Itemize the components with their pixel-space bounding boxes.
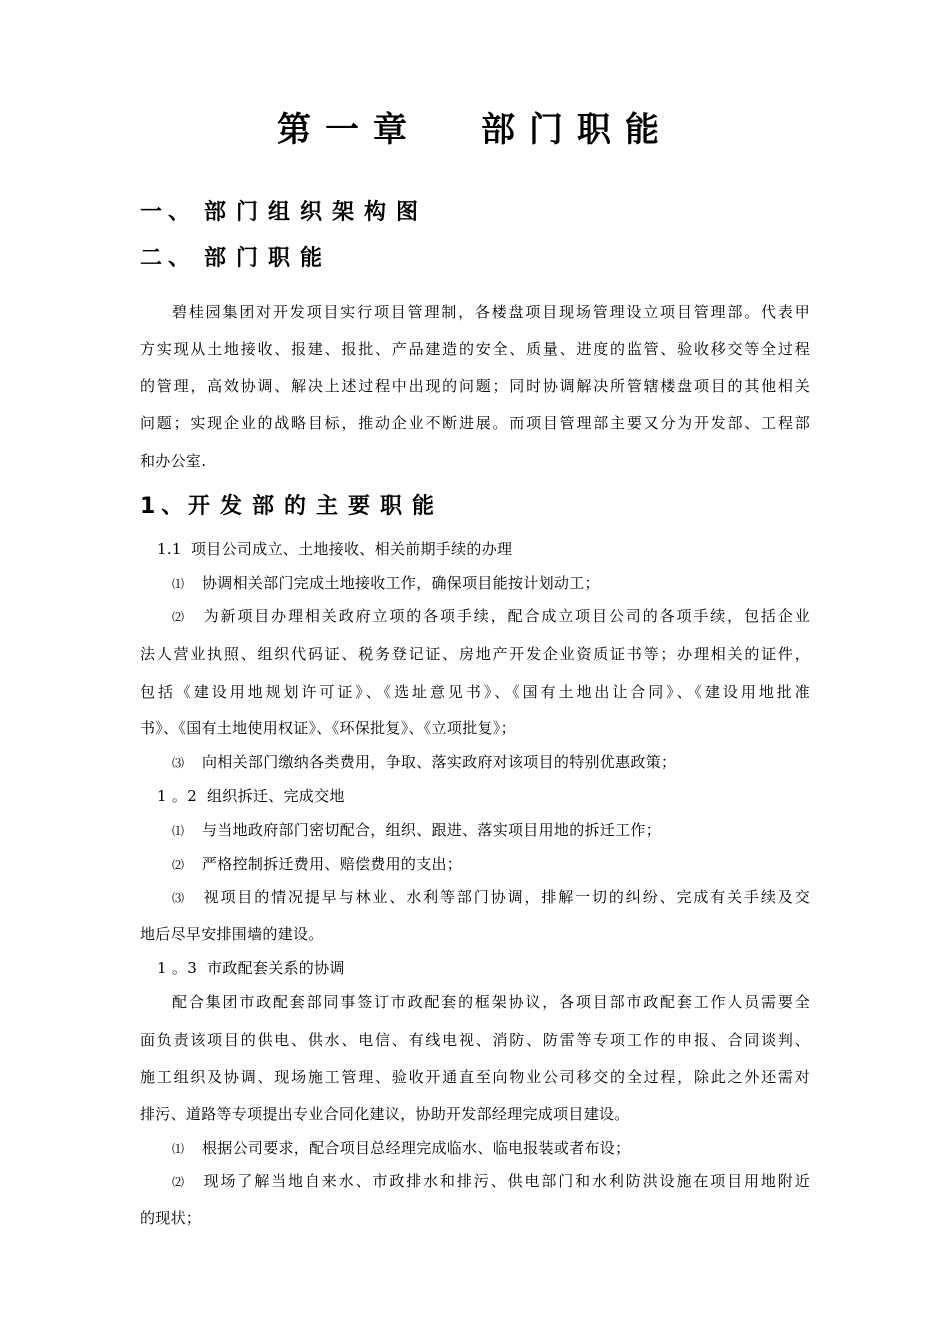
section-heading-dev-dept: 1、开发部的主要职能 <box>140 494 445 519</box>
list-item: ⑴ 协调相关部门完成土地接收工作，确保项目能按计划动工； <box>172 574 600 592</box>
list-item: ⑵ 严格控制拆迁费用、赔偿费用的支出； <box>172 855 463 873</box>
intro-line: 的管理，高效协调、解决上述过程中出现的问题；同时协调解决所管辖楼盘项目的其他相关 <box>140 377 810 395</box>
intro-line: 方实现从土地接收、报建、报批、产品建造的安全、质量、进度的监管、验收移交等全过程 <box>140 340 810 358</box>
section-heading-org-chart: 一、 部门组织架构图 <box>140 200 429 225</box>
chapter-title <box>0 102 950 151</box>
section-heading-functions: 二、 部门职能 <box>140 246 333 271</box>
list-item-continuation: 法人营业执照、组织代码证、税务登记证、房地产开发企业资质证书等；办理相关的证件， <box>140 645 810 663</box>
subsection-heading-1-3: 1 。3 市政配套关系的协调 <box>157 959 345 977</box>
chapter-name: 部门职能 <box>481 110 673 150</box>
list-item-continuation: 地后尽早安排围墙的建设。 <box>140 925 324 943</box>
list-item: ⑵ 现场了解当地自来水、市政排水和排污、供电部门和水利防洪设施在项目用地附近 <box>172 1172 810 1190</box>
list-item-continuation: 的现状； <box>140 1209 202 1227</box>
list-item-continuation: 书》、《国有土地使用权证》、《环保批复》、《立项批复》； <box>140 719 516 737</box>
intro-line: 碧桂园集团对开发项目实行项目管理制，各楼盘项目现场管理设立项目管理部。代表甲 <box>172 303 810 321</box>
list-item: ⑶ 向相关部门缴纳各类费用，争取、落实政府对该项目的特别优惠政策； <box>172 753 677 771</box>
chapter-number: 第一章 <box>277 110 421 150</box>
subsection-heading-1-1: 1.1 项目公司成立、土地接收、相关前期手续的办理 <box>157 540 513 558</box>
intro-line: 和办公室. <box>140 452 207 470</box>
paragraph-line: 面负责该项目的供电、供水、电信、有线电视、消防、防雷等专项工作的申报、合同谈判、 <box>140 1031 810 1049</box>
paragraph-line: 配合集团市政配套部同事签订市政配套的框架协议，各项目部市政配套工作人员需要全 <box>172 993 810 1011</box>
paragraph-line: 施工组织及协调、现场施工管理、验收开通直至向物业公司移交的全过程，除此之外还需对 <box>140 1068 810 1086</box>
list-item-continuation: 包括《建设用地规划许可证》、《选址意见书》、《国有土地出让合同》、《建设用地批准 <box>140 683 810 701</box>
intro-line: 问题；实现企业的战略目标，推动企业不断进展。而项目管理部主要又分为开发部、工程部 <box>140 414 810 432</box>
subsection-heading-1-2: 1 。2 组织拆迁、完成交地 <box>157 787 345 805</box>
list-item: ⑵ 为新项目办理相关政府立项的各项手续，配合成立项目公司的各项手续，包括企业 <box>172 607 810 625</box>
list-item: ⑴ 与当地政府部门密切配合，组织、跟进、落实项目用地的拆迁工作； <box>172 821 662 839</box>
paragraph-line: 排污、道路等专项提出专业合同化建议，协助开发部经理完成项目建设。 <box>140 1105 630 1123</box>
list-item: ⑶ 视项目的情况提早与林业、水利等部门协调，排解一切的纠纷、完成有关手续及交 <box>172 888 810 906</box>
list-item: ⑴ 根据公司要求，配合项目总经理完成临水、临电报装或者布设； <box>172 1139 631 1157</box>
